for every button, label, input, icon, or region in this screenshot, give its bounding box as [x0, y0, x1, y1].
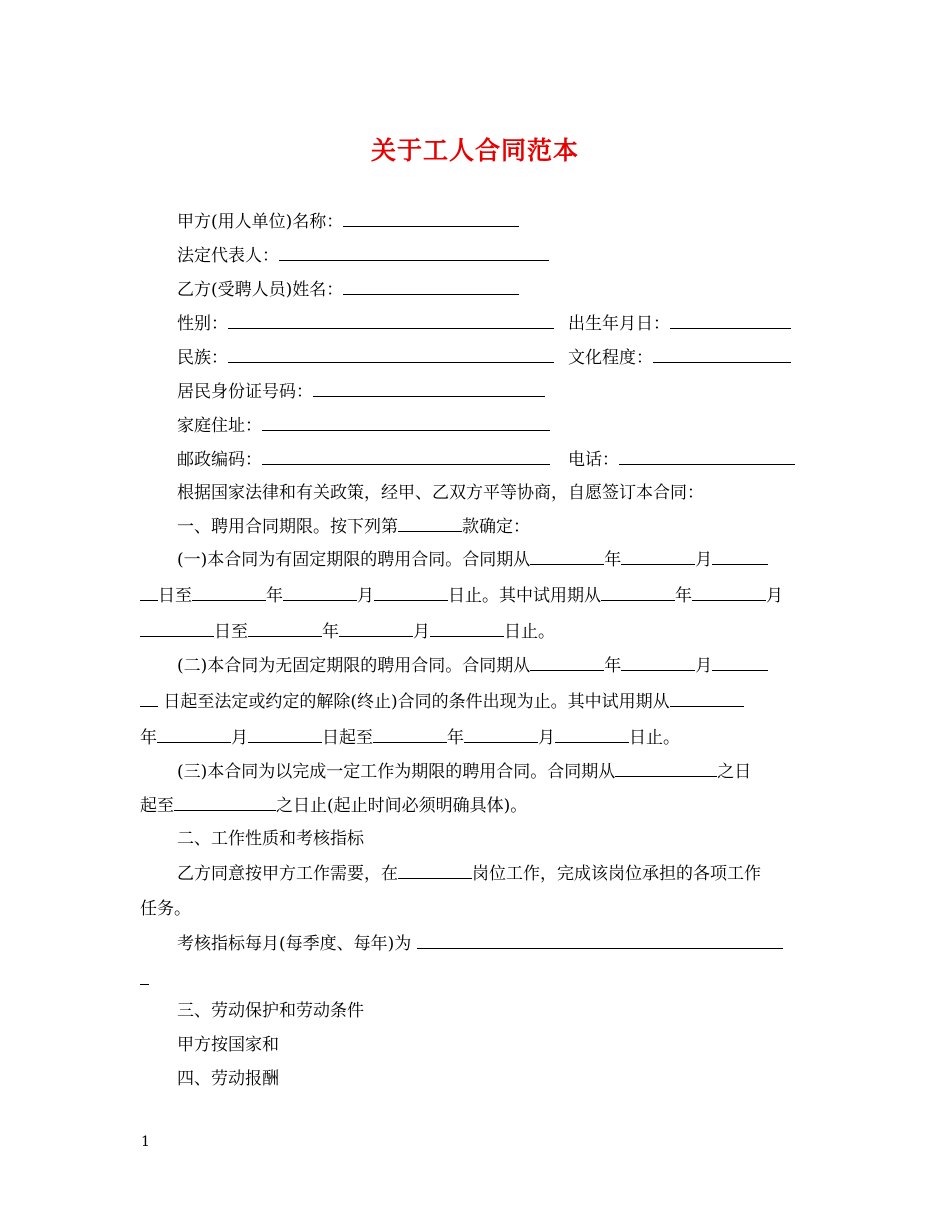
blank[interactable]: [283, 583, 357, 601]
section-2-para-1-line-1: 乙方同意按甲方工作需要，在 岗位工作，完成该岗位承担的各项工作: [177, 861, 761, 886]
blank[interactable]: [374, 583, 448, 601]
document-title: 关于工人合同范本: [370, 136, 579, 165]
blank[interactable]: [615, 759, 717, 777]
education-label: 文化程度：: [568, 348, 653, 368]
blank[interactable]: [464, 725, 538, 743]
gender-label: 性别：: [177, 314, 228, 334]
blank[interactable]: [692, 583, 766, 601]
clause-choice-blank[interactable]: [398, 514, 462, 532]
phone-blank[interactable]: [619, 447, 795, 465]
blank[interactable]: [430, 619, 504, 637]
section-1-title: 一、聘用合同期限。按下列第 款确定：: [177, 514, 530, 539]
assessment-blank-overflow: [140, 967, 149, 992]
blank[interactable]: [555, 725, 629, 743]
clause-3-line-2: 起至 之日止(起止时间必须明确具体)。: [140, 793, 527, 818]
gender-blank[interactable]: [228, 311, 554, 329]
blank[interactable]: [140, 583, 158, 601]
postcode-blank[interactable]: [262, 447, 550, 465]
blank[interactable]: [530, 653, 604, 671]
section-2-title: 二、工作性质和考核指标: [177, 829, 364, 849]
blank[interactable]: [530, 547, 604, 565]
blank[interactable]: [670, 689, 744, 707]
page-number: 1: [141, 1134, 150, 1150]
section-3-para: 甲方按国家和: [177, 1035, 279, 1055]
party-a-label: 甲方(用人单位)名称：: [177, 212, 344, 232]
blank[interactable]: [601, 583, 675, 601]
clause-1-line-1: (一)本合同为有固定期限的聘用合同。合同期从 年 月: [177, 547, 768, 572]
blank[interactable]: [140, 967, 149, 985]
party-b-blank[interactable]: [343, 277, 519, 295]
id-blank[interactable]: [313, 379, 545, 397]
post-blank[interactable]: [398, 861, 472, 879]
ethnic-label: 民族：: [177, 348, 228, 368]
blank[interactable]: [712, 547, 768, 565]
address-blank[interactable]: [262, 413, 550, 431]
id-label: 居民身份证号码：: [177, 382, 313, 402]
birth-label: 出生年月日：: [568, 314, 670, 334]
blank[interactable]: [621, 547, 695, 565]
birth-blank[interactable]: [670, 311, 791, 329]
blank[interactable]: [140, 689, 158, 707]
clause-2-line-3: 年 月 日起至 年 月 日止。: [140, 725, 680, 750]
blank[interactable]: [339, 619, 413, 637]
blank[interactable]: [712, 653, 768, 671]
assessment-blank[interactable]: [417, 931, 783, 949]
blank[interactable]: [157, 725, 231, 743]
legal-rep-blank[interactable]: [279, 243, 549, 261]
legal-rep-row: [177, 243, 549, 268]
party-a-row: [177, 209, 519, 234]
blank[interactable]: [248, 725, 322, 743]
clause-1-line-3: 日至 年 月 日止。: [140, 619, 555, 644]
section-2-para-2: 考核指标每月(每季度、每年)为: [177, 931, 783, 956]
address-label: 家庭住址：: [177, 416, 262, 436]
party-b-row: [177, 277, 519, 302]
section-4-title: 四、劳动报酬: [177, 1069, 279, 1089]
clause-2-line-1: (二)本合同为无固定期限的聘用合同。合同期从 年 月: [177, 653, 768, 678]
section-3-title: 三、劳动保护和劳动条件: [177, 1001, 364, 1021]
blank[interactable]: [248, 619, 322, 637]
clause-3-line-1: (三)本合同为以完成一定工作为期限的聘用合同。合同期从 之日: [177, 759, 751, 784]
blank[interactable]: [621, 653, 695, 671]
legal-rep-label: 法定代表人：: [177, 246, 279, 266]
party-a-blank[interactable]: [343, 209, 519, 227]
blank[interactable]: [140, 619, 214, 637]
clause-2-line-2: 日起至法定或约定的解除(终止)合同的条件出现为止。其中试用期从: [140, 689, 744, 714]
birth-row: [568, 311, 791, 336]
party-b-label: 乙方(受聘人员)姓名：: [177, 280, 344, 300]
education-blank[interactable]: [653, 345, 791, 363]
section-2-para-1-line-2: 任务。: [140, 899, 191, 919]
postcode-label: 邮政编码：: [177, 450, 262, 470]
blank[interactable]: [192, 583, 266, 601]
education-row: [568, 345, 791, 370]
postcode-row: [177, 447, 550, 472]
phone-row: [568, 447, 795, 472]
clause-1-line-2: 日至 年 月 日止。其中试用期从 年 月: [140, 583, 783, 608]
ethnic-blank[interactable]: [228, 345, 554, 363]
intro-paragraph: 根据国家法律和有关政策，经甲、乙双方平等协商，自愿签订本合同：: [177, 483, 704, 503]
blank[interactable]: [373, 725, 447, 743]
gender-row: [177, 311, 554, 336]
phone-label: 电话：: [568, 450, 619, 470]
id-row: [177, 379, 545, 404]
blank[interactable]: [174, 793, 276, 811]
ethnic-row: [177, 345, 554, 370]
address-row: [177, 413, 550, 438]
